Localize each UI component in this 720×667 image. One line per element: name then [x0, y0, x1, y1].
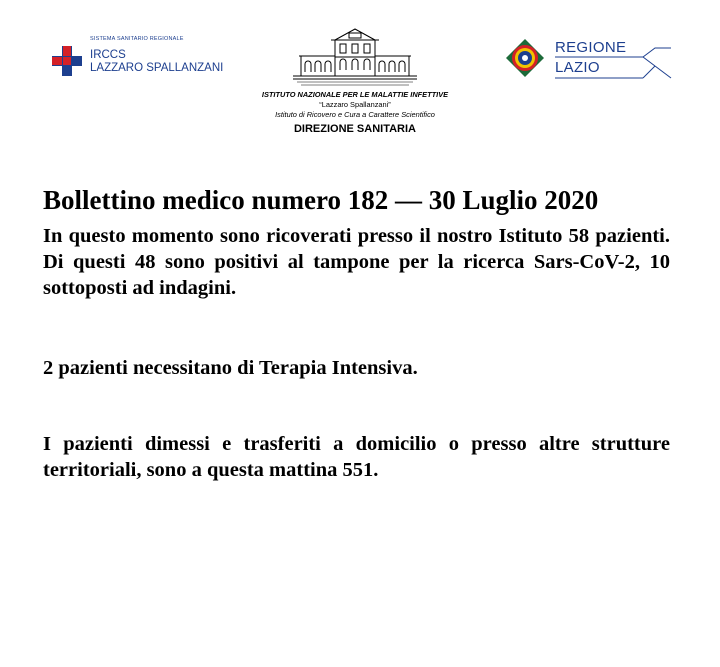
institute-subtitle: “Lazzaro Spallanzani” [319, 100, 391, 109]
institute-name: ISTITUTO NAZIONALE PER LE MALATTIE INFETTIVE [261, 90, 449, 99]
department-title: DIREZIONE SANITARIA [293, 123, 417, 135]
bulletin-body [43, 183, 670, 483]
bulletin-paragraph-intensive-care: 2 pazienti necessitano di Terapia Intensiva. [43, 357, 418, 379]
logo-spallanzani-text: LAZZARO SPALLANZANI [90, 62, 224, 74]
network-label: SISTEMA SANITARIO REGIONALE [90, 36, 184, 42]
regione-emblem-icon [505, 38, 545, 78]
spallanzani-logo [52, 36, 242, 80]
institute-type: Istituto di Ricovero e Cura a Carattere Scientifico [275, 110, 435, 119]
logo-irccs-text: IRCCS [90, 49, 126, 61]
regione-lazio-logo [505, 36, 675, 84]
bulletin-paragraph-discharged: I pazienti dimessi e trasferiti a domicilio o presso altre strutture territoriali, sono a questa mattina 551. [43, 433, 670, 481]
bulletin-title: Bollettino medico numero 182 — 30 Luglio 2020 [43, 185, 599, 215]
regione-text: REGIONE [555, 39, 627, 56]
lazio-text: LAZIO [555, 59, 600, 76]
institute-header [240, 26, 470, 135]
institute-building-icon [291, 26, 419, 88]
medical-cross-icon [52, 46, 82, 76]
bulletin-paragraph-admissions: In questo momento sono ricoverati presso il nostro Istituto 58 pazienti. Di questi 48 sono positivi al tampone per la ricerca Sars-CoV-2, 10 sottoposti ad indagini. [43, 225, 670, 299]
